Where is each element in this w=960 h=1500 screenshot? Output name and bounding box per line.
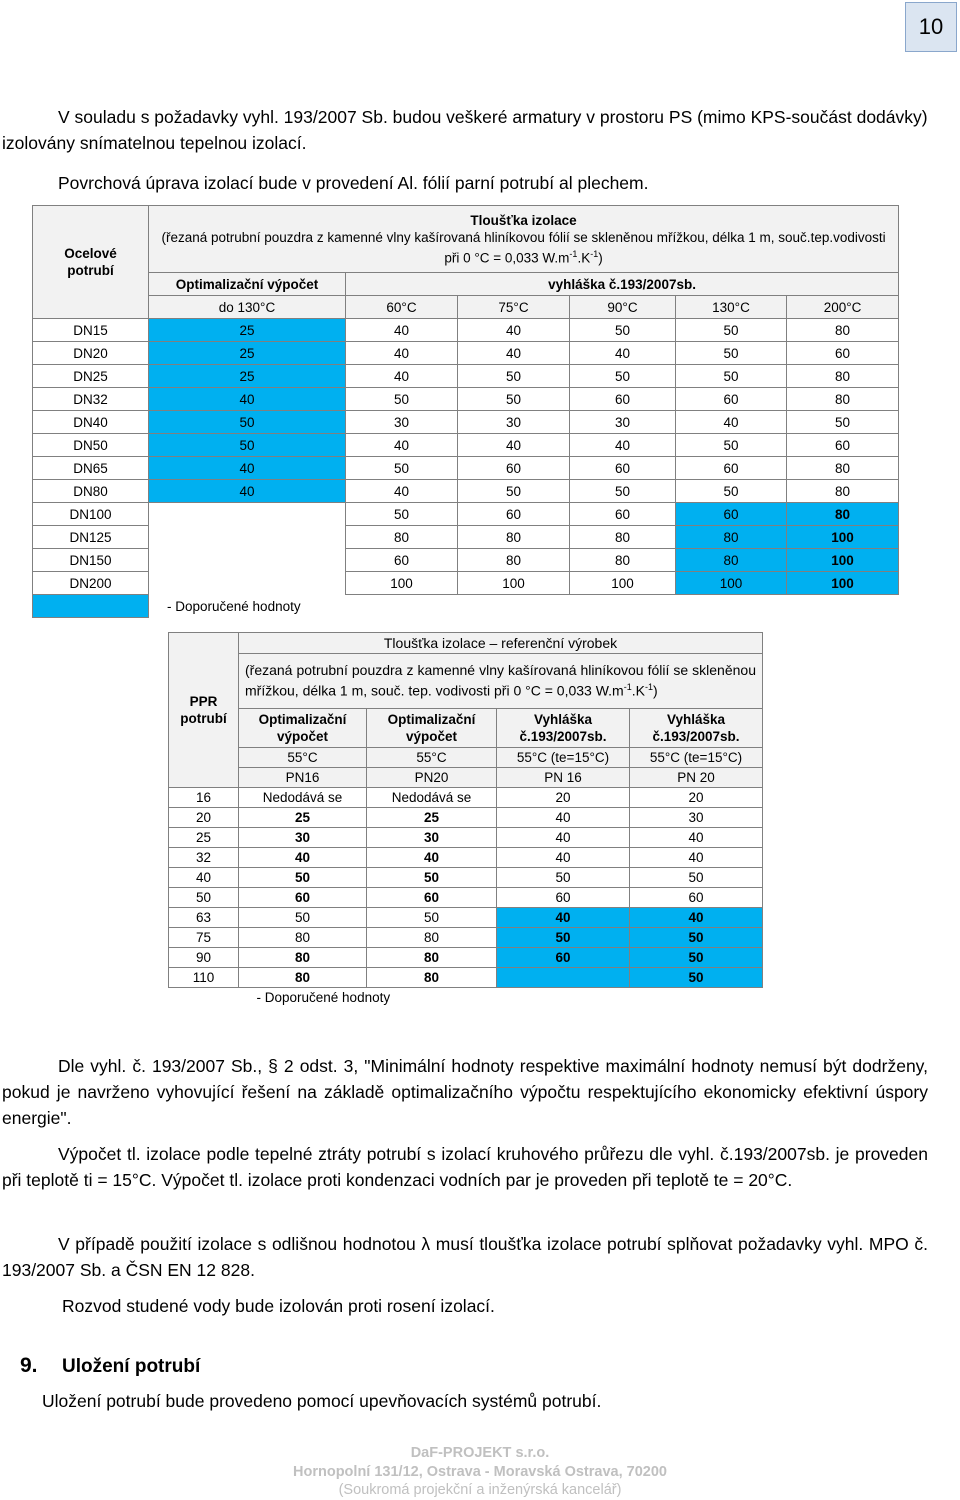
steel-value-cell: 60 bbox=[787, 342, 899, 365]
page-number: 10 bbox=[905, 2, 957, 52]
ppr-diameter-cell: 16 bbox=[169, 788, 239, 808]
ppr-unit-exp2: -1 bbox=[644, 682, 653, 693]
ppr-diameter-cell: 63 bbox=[169, 908, 239, 928]
steel-value-cell: 50 bbox=[676, 434, 787, 457]
ppr-value-cell: 50 bbox=[367, 908, 497, 928]
steel-legend: - Doporučené hodnoty bbox=[167, 598, 301, 614]
steel-value-cell: 50 bbox=[458, 480, 570, 503]
ppr-value-cell: 50 bbox=[367, 868, 497, 888]
steel-dn-cell: DN32 bbox=[33, 388, 149, 411]
steel-unit-exp2: -1 bbox=[590, 248, 599, 259]
ppr-diameter-cell: 32 bbox=[169, 848, 239, 868]
section-title: Uložení potrubí bbox=[62, 1356, 201, 1377]
steel-desc-text: (řezaná potrubní pouzdra z kamenné vlny kašírovaná hliníkovou fólií se skleněnou mřížkou, délka 1 m, souč.tep.vodivosti při 0 °C = 0,033 W.m bbox=[161, 229, 886, 266]
steel-value-cell: 50 bbox=[149, 434, 346, 457]
steel-value-cell: 30 bbox=[346, 411, 458, 434]
steel-value-cell: 40 bbox=[676, 411, 787, 434]
steel-dn-cell: DN15 bbox=[33, 319, 149, 342]
steel-value-cell: 80 bbox=[787, 319, 899, 342]
steel-temp-header: 90°C bbox=[570, 296, 676, 319]
steel-table-row bbox=[33, 411, 899, 434]
steel-dn-cell: DN40 bbox=[33, 411, 149, 434]
paragraph-4: Výpočet tl. izolace podle tepelné ztráty potrubí s izolací kruhového průřezu dle vyhl. č.193/2007sb. je proveden při teplotě ti = 15°C. Výpočet tl. izolace proti kondenzaci vodních par je proveden při teplotě te = 20°C. bbox=[2, 1144, 928, 1190]
ppr-value-cell: 40 bbox=[367, 848, 497, 868]
ppr-pressure-header: PN 20 bbox=[630, 768, 763, 788]
ppr-table-row bbox=[169, 928, 763, 948]
ppr-value-cell: 40 bbox=[239, 848, 367, 868]
ppr-value-cell: 80 bbox=[367, 968, 497, 988]
ppr-value-cell: 20 bbox=[497, 788, 630, 808]
steel-value-cell: 40 bbox=[458, 319, 570, 342]
steel-value-cell: 60 bbox=[570, 503, 676, 526]
intro-paragraph-1 bbox=[2, 104, 928, 156]
ppr-value-cell: 50 bbox=[630, 948, 763, 968]
steel-value-cell: 80 bbox=[787, 388, 899, 411]
steel-table-row bbox=[33, 457, 899, 480]
ppr-value-cell: 60 bbox=[367, 888, 497, 908]
steel-value-cell: 50 bbox=[676, 480, 787, 503]
ppr-value-cell: 80 bbox=[239, 948, 367, 968]
steel-temp-header: 75°C bbox=[458, 296, 570, 319]
ppr-value-cell: 60 bbox=[497, 948, 630, 968]
ppr-col-header: Vyhláška č.193/2007sb. bbox=[497, 709, 630, 748]
ppr-diameter-cell: 40 bbox=[169, 868, 239, 888]
ppr-col-header: Optimalizační výpočet bbox=[367, 709, 497, 748]
ppr-value-cell: 80 bbox=[239, 928, 367, 948]
ppr-table-row bbox=[169, 888, 763, 908]
steel-value-cell: 40 bbox=[149, 388, 346, 411]
ppr-table-row bbox=[169, 788, 763, 808]
paragraph-5: V případě použití izolace s odlišnou hodnotou λ musí tloušťka izolace potrubí splňovat požadavky vyhl. MPO č. 193/2007 Sb. a ČSN EN 12 828. bbox=[2, 1234, 928, 1280]
steel-value-cell: 40 bbox=[458, 434, 570, 457]
steel-value-cell: 60 bbox=[346, 549, 458, 572]
intro-paragraph-1-text: V souladu s požadavky vyhl. 193/2007 Sb. budou veškeré armatury v prostoru PS (mimo KPS-součást dodávky) izolovány snímatelnou tepelnou izolací. bbox=[2, 107, 928, 153]
steel-value-cell: 60 bbox=[787, 434, 899, 457]
steel-table-row bbox=[33, 365, 899, 388]
steel-value-cell: 60 bbox=[676, 388, 787, 411]
steel-table-row bbox=[33, 319, 899, 342]
steel-temp-header: 200°C bbox=[787, 296, 899, 319]
steel-value-cell: 50 bbox=[458, 365, 570, 388]
ppr-pressure-header: PN16 bbox=[239, 768, 367, 788]
steel-value-cell: 40 bbox=[346, 342, 458, 365]
ppr-diameter-cell: 90 bbox=[169, 948, 239, 968]
steel-dn-cell: DN80 bbox=[33, 480, 149, 503]
steel-value-cell: 40 bbox=[570, 434, 676, 457]
steel-dn-cell: DN25 bbox=[33, 365, 149, 388]
steel-value-cell: 100 bbox=[458, 572, 570, 595]
ppr-value-cell: Nedodává se bbox=[367, 788, 497, 808]
steel-value-cell: 50 bbox=[676, 319, 787, 342]
ppr-temp-header: 55°C bbox=[239, 748, 367, 768]
steel-value-cell: 80 bbox=[346, 526, 458, 549]
steel-table-row bbox=[33, 549, 899, 572]
steel-value-cell: 40 bbox=[346, 434, 458, 457]
steel-opt-label: Optimalizační výpočet bbox=[149, 273, 346, 296]
steel-value-cell: 40 bbox=[149, 457, 346, 480]
steel-value-cell: 50 bbox=[570, 480, 676, 503]
steel-dn-cell: DN65 bbox=[33, 457, 149, 480]
ppr-value-cell: 50 bbox=[497, 868, 630, 888]
ppr-value-cell: 30 bbox=[239, 828, 367, 848]
steel-table-row bbox=[33, 388, 899, 411]
steel-value-cell: 60 bbox=[570, 457, 676, 480]
steel-unit-mid: .K bbox=[577, 250, 591, 266]
steel-value-cell: 50 bbox=[458, 388, 570, 411]
steel-value-cell bbox=[149, 549, 346, 572]
steel-table-row bbox=[33, 572, 899, 595]
legend-swatch bbox=[33, 595, 149, 618]
ppr-unit-exp1: -1 bbox=[623, 682, 632, 693]
ppr-value-cell: 50 bbox=[630, 868, 763, 888]
steel-value-cell: 50 bbox=[346, 503, 458, 526]
steel-value-cell: 80 bbox=[676, 549, 787, 572]
paragraph-6: Rozvod studené vody bude izolován proti rosení izolací. bbox=[62, 1296, 495, 1316]
ppr-table-description bbox=[239, 654, 763, 709]
ppr-value-cell bbox=[497, 968, 630, 988]
ppr-table-row bbox=[169, 948, 763, 968]
steel-dn-cell: DN50 bbox=[33, 434, 149, 457]
steel-value-cell: 80 bbox=[787, 457, 899, 480]
ppr-legend-blank bbox=[169, 988, 239, 1008]
steel-table-title: Tloušťka izolace bbox=[470, 212, 577, 228]
steel-value-cell: 60 bbox=[570, 388, 676, 411]
steel-value-cell: 100 bbox=[676, 572, 787, 595]
ppr-value-cell: 50 bbox=[630, 928, 763, 948]
steel-value-cell: 80 bbox=[787, 480, 899, 503]
steel-table-description bbox=[157, 229, 890, 267]
ppr-table-row bbox=[169, 968, 763, 988]
ppr-table-title: Tloušťka izolace – referenční výrobek bbox=[239, 633, 763, 654]
steel-value-cell: 25 bbox=[149, 319, 346, 342]
steel-value-cell: 100 bbox=[570, 572, 676, 595]
ppr-table-row bbox=[169, 908, 763, 928]
steel-value-cell: 80 bbox=[787, 503, 899, 526]
steel-value-cell: 50 bbox=[676, 342, 787, 365]
ppr-value-cell: 30 bbox=[367, 828, 497, 848]
steel-value-cell: 40 bbox=[458, 342, 570, 365]
steel-temp-header: 60°C bbox=[346, 296, 458, 319]
ppr-value-cell: 60 bbox=[239, 888, 367, 908]
ppr-value-cell: 40 bbox=[497, 808, 630, 828]
ppr-value-cell: 40 bbox=[497, 828, 630, 848]
steel-value-cell: 50 bbox=[570, 365, 676, 388]
steel-value-cell: 80 bbox=[787, 365, 899, 388]
steel-table-row bbox=[33, 480, 899, 503]
ppr-value-cell: 80 bbox=[367, 928, 497, 948]
ppr-diameter-cell: 25 bbox=[169, 828, 239, 848]
ppr-legend: - Doporučené hodnoty bbox=[256, 990, 391, 1005]
steel-value-cell: 40 bbox=[346, 480, 458, 503]
steel-value-cell bbox=[149, 572, 346, 595]
ppr-value-cell: 40 bbox=[630, 908, 763, 928]
steel-value-cell: 30 bbox=[570, 411, 676, 434]
steel-value-cell: 60 bbox=[458, 457, 570, 480]
steel-table-row bbox=[33, 526, 899, 549]
ppr-diameter-cell: 20 bbox=[169, 808, 239, 828]
ppr-diameter-cell: 75 bbox=[169, 928, 239, 948]
ppr-unit-mid: .K bbox=[631, 682, 645, 699]
ppr-temp-header: 55°C (te=15°C) bbox=[497, 748, 630, 768]
steel-value-cell: 50 bbox=[676, 365, 787, 388]
steel-value-cell: 80 bbox=[570, 526, 676, 549]
steel-unit-exp1: -1 bbox=[569, 248, 578, 259]
ppr-row-header: PPR potrubí bbox=[169, 633, 239, 788]
ppr-value-cell: 20 bbox=[630, 788, 763, 808]
ppr-value-cell: 80 bbox=[367, 948, 497, 968]
steel-unit-end: ) bbox=[598, 250, 603, 266]
steel-value-cell: 80 bbox=[458, 549, 570, 572]
steel-value-cell: 50 bbox=[346, 457, 458, 480]
ppr-value-cell: 40 bbox=[630, 828, 763, 848]
steel-dn-cell: DN100 bbox=[33, 503, 149, 526]
ppr-value-cell: 80 bbox=[239, 968, 367, 988]
ppr-temp-header: 55°C (te=15°C) bbox=[630, 748, 763, 768]
steel-table-row bbox=[33, 434, 899, 457]
ppr-temp-header: 55°C bbox=[367, 748, 497, 768]
steel-reg-label: vyhláška č.193/2007sb. bbox=[346, 273, 899, 296]
ppr-table-row bbox=[169, 848, 763, 868]
steel-value-cell: 100 bbox=[787, 549, 899, 572]
ppr-value-cell: 40 bbox=[630, 848, 763, 868]
steel-insulation-table bbox=[32, 205, 899, 618]
steel-table-row bbox=[33, 503, 899, 526]
steel-value-cell: 40 bbox=[570, 342, 676, 365]
ppr-col-header: Optimalizační výpočet bbox=[239, 709, 367, 748]
steel-value-cell: 100 bbox=[787, 526, 899, 549]
paragraph-3: Dle vyhl. č. 193/2007 Sb., § 2 odst. 3, "Minimální hodnoty respektive maximální hodnoty nemusí být dodrženy, pokud je navrženo vyhovující řešení na základě optimalizačního výpočtu respektujícího ekonomicky efektivní úspory energie". bbox=[2, 1056, 928, 1128]
ppr-diameter-cell: 110 bbox=[169, 968, 239, 988]
ppr-value-cell: 60 bbox=[497, 888, 630, 908]
steel-value-cell: 40 bbox=[346, 319, 458, 342]
ppr-value-cell: 40 bbox=[497, 908, 630, 928]
ppr-value-cell: 40 bbox=[497, 848, 630, 868]
steel-value-cell: 100 bbox=[346, 572, 458, 595]
steel-value-cell: 60 bbox=[676, 503, 787, 526]
steel-value-cell: 40 bbox=[149, 480, 346, 503]
steel-value-cell: 50 bbox=[570, 319, 676, 342]
steel-value-cell: 25 bbox=[149, 342, 346, 365]
steel-value-cell: 80 bbox=[458, 526, 570, 549]
steel-value-cell: 80 bbox=[570, 549, 676, 572]
ppr-value-cell: 60 bbox=[630, 888, 763, 908]
steel-value-cell: 50 bbox=[149, 411, 346, 434]
ppr-table-row bbox=[169, 868, 763, 888]
steel-value-cell: 60 bbox=[458, 503, 570, 526]
footer-note: (Soukromá projekční a inženýrská kancelář) bbox=[338, 1482, 622, 1498]
steel-table-row bbox=[33, 342, 899, 365]
steel-dn-cell: DN125 bbox=[33, 526, 149, 549]
ppr-value-cell: Nedodává se bbox=[239, 788, 367, 808]
steel-value-cell: 50 bbox=[346, 388, 458, 411]
ppr-value-cell: 25 bbox=[367, 808, 497, 828]
steel-value-cell: 30 bbox=[458, 411, 570, 434]
section-number: 9. bbox=[20, 1354, 38, 1377]
steel-value-cell: 60 bbox=[676, 457, 787, 480]
ppr-pressure-header: PN 16 bbox=[497, 768, 630, 788]
steel-value-cell bbox=[149, 526, 346, 549]
ppr-desc-text: (řezaná potrubní pouzdra z kamenné vlny kašírovaná hliníkovou fólií se skleněnou mřížkou, délka 1 m, souč. tep. vodivosti při 0 °C = 0,033 W.m bbox=[245, 662, 756, 699]
steel-value-cell: 25 bbox=[149, 365, 346, 388]
ppr-value-cell: 50 bbox=[497, 928, 630, 948]
steel-temp-header: do 130°C bbox=[149, 296, 346, 319]
steel-value-cell: 100 bbox=[787, 572, 899, 595]
ppr-col-header: Vyhláška č.193/2007sb. bbox=[630, 709, 763, 748]
ppr-value-cell: 25 bbox=[239, 808, 367, 828]
steel-value-cell: 50 bbox=[787, 411, 899, 434]
steel-value-cell: 40 bbox=[346, 365, 458, 388]
steel-value-cell bbox=[149, 503, 346, 526]
steel-title-cell bbox=[149, 206, 899, 273]
ppr-value-cell: 50 bbox=[239, 908, 367, 928]
ppr-value-cell: 50 bbox=[630, 968, 763, 988]
ppr-unit-end: ) bbox=[652, 682, 658, 699]
steel-temp-header: 130°C bbox=[676, 296, 787, 319]
section-text: Uložení potrubí bude provedeno pomocí upevňovacích systémů potrubí. bbox=[42, 1391, 602, 1411]
footer-company: DaF-PROJEKT s.r.o. bbox=[410, 1445, 550, 1461]
ppr-insulation-table bbox=[168, 632, 763, 1007]
steel-dn-cell: DN200 bbox=[33, 572, 149, 595]
ppr-diameter-cell: 50 bbox=[169, 888, 239, 908]
steel-dn-cell: DN150 bbox=[33, 549, 149, 572]
ppr-value-cell: 50 bbox=[239, 868, 367, 888]
intro-paragraph-2: Povrchová úprava izolací bude v provedení Al. fólií parní potrubí al plechem. bbox=[58, 173, 649, 193]
steel-value-cell: 80 bbox=[676, 526, 787, 549]
ppr-pressure-header: PN20 bbox=[367, 768, 497, 788]
steel-row-header: Ocelové potrubí bbox=[33, 206, 149, 319]
steel-dn-cell: DN20 bbox=[33, 342, 149, 365]
ppr-value-cell: 30 bbox=[630, 808, 763, 828]
ppr-table-row bbox=[169, 808, 763, 828]
footer-address: Hornopolní 131/12, Ostrava - Moravská Ostrava, 70200 bbox=[293, 1464, 667, 1480]
ppr-table-row bbox=[169, 828, 763, 848]
